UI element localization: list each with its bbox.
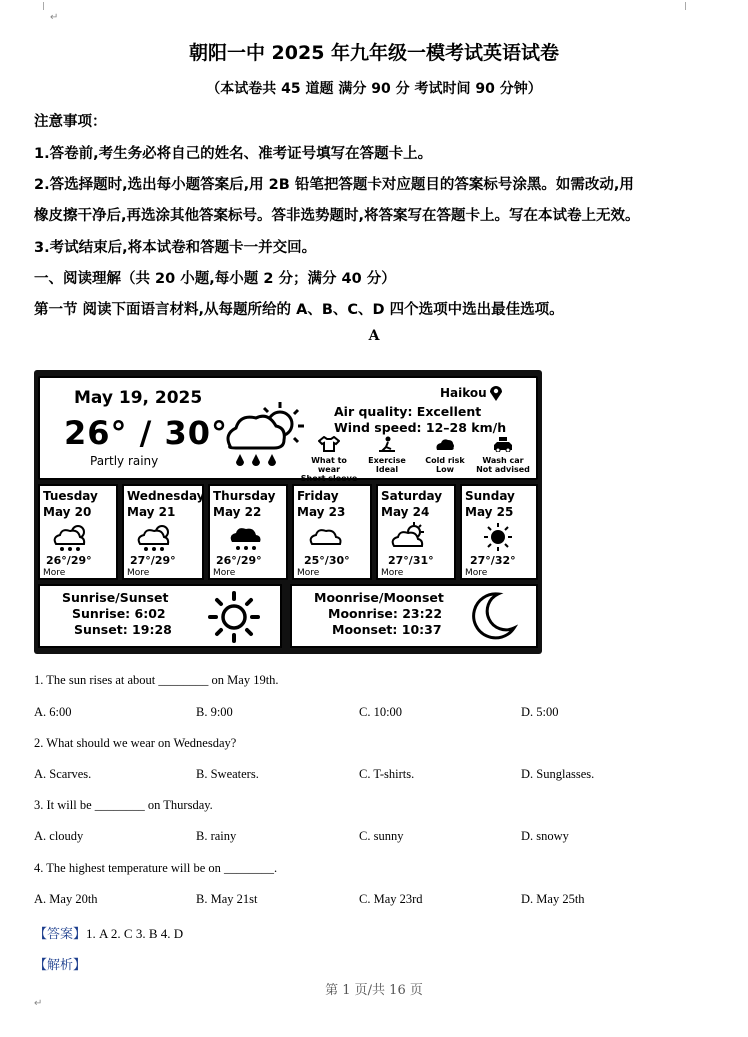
tshirt-icon (318, 436, 340, 452)
weather-condition: Partly rainy (90, 454, 159, 468)
forecast-more-link[interactable]: More (213, 568, 236, 578)
corner-mark-right (674, 2, 686, 10)
forecast-day-date: May 21 (127, 505, 176, 519)
forecast-day-date: May 25 (465, 505, 514, 519)
tip-wear (300, 436, 358, 483)
analysis-line (34, 954, 86, 973)
q4-option-c: C. May 23rd (359, 892, 423, 906)
answer-line (34, 923, 183, 942)
tip-wear-value: Short sleeve (300, 474, 358, 483)
crescent-moon-icon (468, 590, 518, 642)
rain-sun-icon (220, 398, 310, 468)
sunset-time: Sunset: 19:28 (74, 622, 172, 637)
weather-date: May 19, 2025 (74, 388, 203, 408)
sunrise-time: Sunrise: 6:02 (72, 606, 166, 621)
tip-cold-value: Low (436, 465, 454, 474)
forecast-day-name: Saturday (381, 489, 443, 503)
q2-option-d: D. Sunglasses. (521, 767, 595, 781)
question-2: 2. What should we wear on Wednesday? (34, 736, 237, 750)
cold-risk-icon (434, 436, 456, 452)
forecast-more-link[interactable]: More (127, 568, 150, 578)
sun-cloud-icon (390, 522, 430, 550)
forecast-day-temp: 27°/32° (470, 554, 516, 567)
weather-temp: 26° / 30° (64, 414, 229, 452)
q1-option-c: C. 10:00 (359, 705, 403, 719)
question-4: 4. The highest temperature will be on ________. (34, 861, 278, 875)
q3-option-c: C. sunny (359, 829, 404, 843)
rain-sun-icon (52, 522, 92, 552)
forecast-day-name: Sunday (465, 489, 515, 503)
forecast-day-temp: 27°/29° (130, 554, 176, 567)
forecast-more-link[interactable]: More (381, 568, 404, 578)
passage-label: A (368, 328, 380, 344)
q3-option-d: D. snowy (521, 829, 569, 843)
forecast-day-name: Tuesday (43, 489, 98, 503)
rain-cloud-icon (228, 524, 264, 552)
forecast-day-1 (38, 484, 118, 580)
sun-icon (482, 522, 514, 552)
analysis-label: 【解析】 (34, 957, 87, 972)
sun-title: Sunrise/Sunset (62, 590, 169, 605)
forecast-day-temp: 26°/29° (216, 554, 262, 567)
tip-exercise-value: Ideal (375, 465, 399, 474)
weather-today-panel (38, 376, 538, 483)
forecast-day-temp: 26°/29° (46, 554, 92, 567)
forecast-day-date: May 23 (297, 505, 346, 519)
section-heading: 一、阅读理解（共 20 小题,每小题 2 分；满分 40 分） (34, 271, 396, 287)
tip-cold (416, 436, 474, 474)
forecast-day-3 (208, 484, 288, 580)
paragraph-mark: ↵ (34, 998, 43, 1009)
forecast-day-name: Wednesday (127, 489, 205, 503)
q4-option-d: D. May 25th (521, 892, 585, 906)
forecast-day-date: May 22 (213, 505, 262, 519)
moon-title: Moonrise/Moonset (314, 590, 444, 605)
tip-exercise-label: Exercise (368, 456, 406, 465)
q1-option-d: D. 5:00 (521, 705, 559, 719)
notice-item-2-cont: 橡皮擦干净后,再选涂其他答案标号。答非选势题时,将答案写在答题卡上。写在本试卷上无效。 (34, 208, 640, 224)
rain-sun-icon (136, 522, 176, 552)
q3-option-b: B. rainy (196, 829, 237, 843)
answer-values: 1. A 2. C 3. B 4. D (86, 926, 184, 941)
q2-option-b: B. Sweaters. (196, 767, 259, 781)
forecast-day-name: Thursday (213, 489, 276, 503)
forecast-day-4 (292, 484, 372, 580)
paragraph-mark: ↵ (50, 12, 59, 23)
weather-city: Haikou (440, 386, 487, 400)
forecast-day-5 (376, 484, 456, 580)
forecast-day-temp: 27°/31° (388, 554, 434, 567)
tip-cold-label: Cold risk (425, 456, 465, 465)
q4-option-b: B. May 21st (196, 892, 258, 906)
air-quality: Air quality: Excellent (334, 404, 482, 419)
q3-option-a: A. cloudy (34, 829, 84, 843)
q1-option-b: B. 9:00 (196, 705, 233, 719)
car-wash-icon (492, 436, 514, 452)
wind-speed: Wind speed: 12–28 km/h (334, 420, 507, 435)
sunrise-sunset-panel (38, 584, 282, 648)
forecast-day-date: May 20 (43, 505, 92, 519)
q2-option-c: C. T-shirts. (359, 767, 415, 781)
forecast-more-link[interactable]: More (297, 568, 320, 578)
notice-heading: 注意事项： (34, 114, 107, 130)
moonrise-time: Moonrise: 23:22 (328, 606, 443, 621)
notice-item-2: 2.答选择题时,选出每小题答案后,用 2B 铅笔把答题卡对应题目的答案标号涂黑。如需改动,用 (34, 177, 634, 193)
notice-item-3: 3.考试结束后,将本试卷和答题卡一并交回。 (34, 240, 317, 256)
forecast-day-temp: 25°/30° (304, 554, 350, 567)
exercise-icon (376, 436, 398, 452)
forecast-day-date: May 24 (381, 505, 430, 519)
forecast-day-6 (460, 484, 538, 580)
q4-option-a: A. May 20th (34, 892, 98, 906)
sun-icon (206, 590, 262, 644)
forecast-day-name: Friday (297, 489, 339, 503)
question-3: 3. It will be ________ on Thursday. (34, 798, 213, 812)
forecast-more-link[interactable]: More (43, 568, 66, 578)
q1-option-a: A. 6:00 (34, 705, 72, 719)
forecast-day-2 (122, 484, 204, 580)
document-title: 朝阳一中 2025 年九年级一模考试英语试卷 (188, 42, 560, 64)
tip-exercise (358, 436, 416, 474)
weather-tips (300, 436, 532, 483)
cloud-icon (308, 524, 344, 550)
section-part: 第一节 阅读下面语言材料,从每题所给的 A、B、C、D 四个选项中选出最佳选项。 (34, 302, 564, 318)
forecast-more-link[interactable]: More (465, 568, 488, 578)
moonset-time: Moonset: 10:37 (332, 622, 442, 637)
location-pin-icon (488, 384, 504, 402)
corner-mark-left (32, 2, 44, 10)
tip-wear-label: What to wear (311, 456, 347, 474)
page-footer: 第 1 页/共 16 页 (325, 983, 423, 998)
q2-option-a: A. Scarves. (34, 767, 92, 781)
notice-item-1: 1.答卷前,考生务必将自己的姓名、准考证号填写在答题卡上。 (34, 146, 433, 162)
document-subtitle: （本试卷共 45 道题 满分 90 分 考试时间 90 分钟） (206, 81, 542, 97)
answer-label: 【答案】 (34, 926, 87, 941)
tip-car (474, 436, 532, 474)
question-1: 1. The sun rises at about ________ on May 19th. (34, 673, 279, 687)
weather-card (34, 370, 542, 654)
tip-car-value: Not advised (476, 465, 530, 474)
tip-car-label: Wash car (482, 456, 524, 465)
moonrise-moonset-panel (290, 584, 538, 648)
